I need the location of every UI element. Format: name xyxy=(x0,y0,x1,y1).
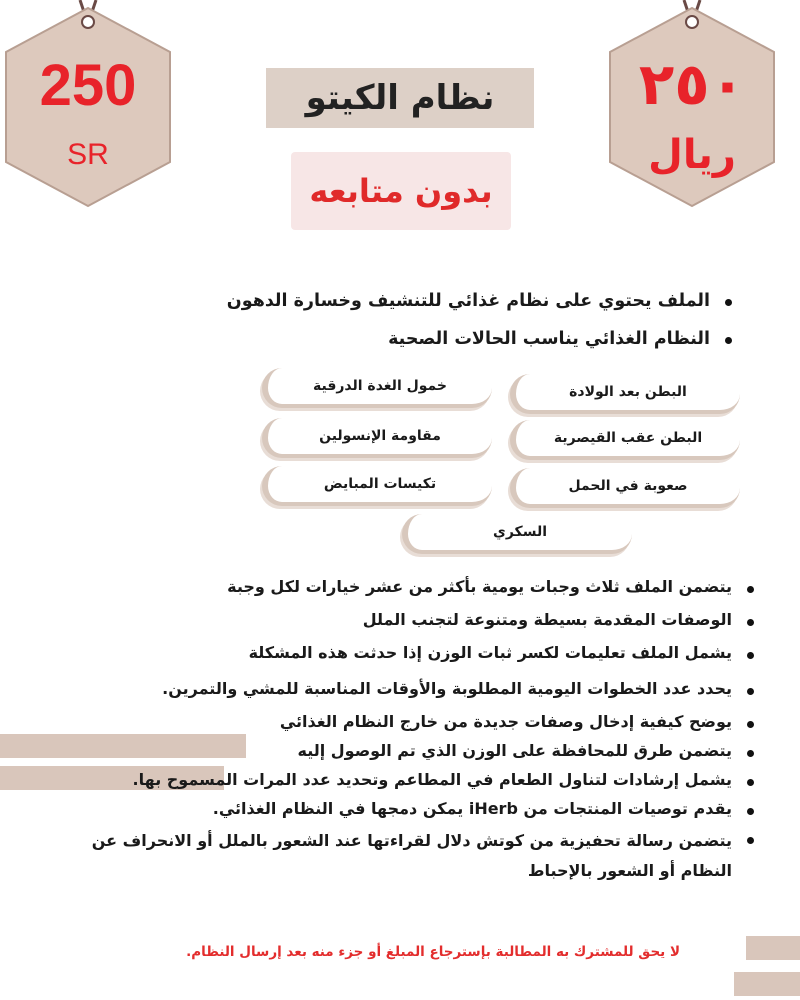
condition-pill: البطن عقب القيصرية xyxy=(510,420,740,460)
list-item: يتضمن طرق للمحافظة على الوزن الذي تم الوصول إليه xyxy=(36,739,756,763)
page-title: نظام الكيتو xyxy=(266,68,534,128)
price-currency: SR xyxy=(67,138,109,171)
condition-pill: تكيسات المبايض xyxy=(262,466,492,506)
condition-pill: البطن بعد الولادة xyxy=(510,374,740,414)
list-item: الملف يحتوي على نظام غذائي للتنشيف وخسارة الدهون xyxy=(227,288,734,314)
list-item: يشمل إرشادات لتناول الطعام في المطاعم وتحديد عدد المرات المسموح بها. xyxy=(36,768,756,792)
condition-pill: السكري xyxy=(402,514,632,554)
list-item: يتضمن الملف ثلاث وجبات يومية بأكثر من عشر خيارات لكل وجبة xyxy=(36,575,756,599)
refund-note: لا يحق للمشترك به المطالبة بإسترجاع المبلغ أو جزء منه بعد إرسال النظام. xyxy=(186,944,680,960)
price-amount: ٢٥٠ xyxy=(638,50,746,118)
condition-pill: صعوبة في الحمل xyxy=(510,468,740,508)
list-item: يشمل الملف تعليمات لكسر ثبات الوزن إذا حدثت هذه المشكلة xyxy=(36,641,756,665)
list-item: يتضمن رسالة تحفيزية من كوتش دلال لقراءتها عند الشعور بالملل أو الانحراف عن النظام أو الشعور بالإحباط xyxy=(36,826,756,887)
decorative-bar xyxy=(734,972,800,996)
list-item: يقدم توصيات المنتجات من iHerb يمكن دمجها في النظام الغذائي. xyxy=(36,797,756,821)
list-item: الوصفات المقدمة بسيطة ومتنوعة لتجنب الملل xyxy=(36,608,756,632)
price-tag-riyal xyxy=(598,0,798,220)
price-currency: ريال xyxy=(648,132,736,178)
condition-pill: خمول الغدة الدرقية xyxy=(262,368,492,408)
features-list xyxy=(36,575,756,892)
condition-pill: مقاومة الإنسولين xyxy=(262,418,492,458)
intro-list xyxy=(227,288,734,365)
list-item: النظام الغذائي يناسب الحالات الصحية xyxy=(227,326,734,352)
list-item: يحدد عدد الخطوات اليومية المطلوبة والأوقات المناسبة للمشي والتمرين. xyxy=(36,677,756,701)
page-subtitle: بدون متابعه xyxy=(291,152,511,230)
price-tag-sr xyxy=(0,0,188,220)
list-item: يوضح كيفية إدخال وصفات جديدة من خارج النظام الغذائي xyxy=(36,710,756,734)
decorative-bar xyxy=(746,936,800,960)
price-amount: 250 xyxy=(39,53,137,118)
